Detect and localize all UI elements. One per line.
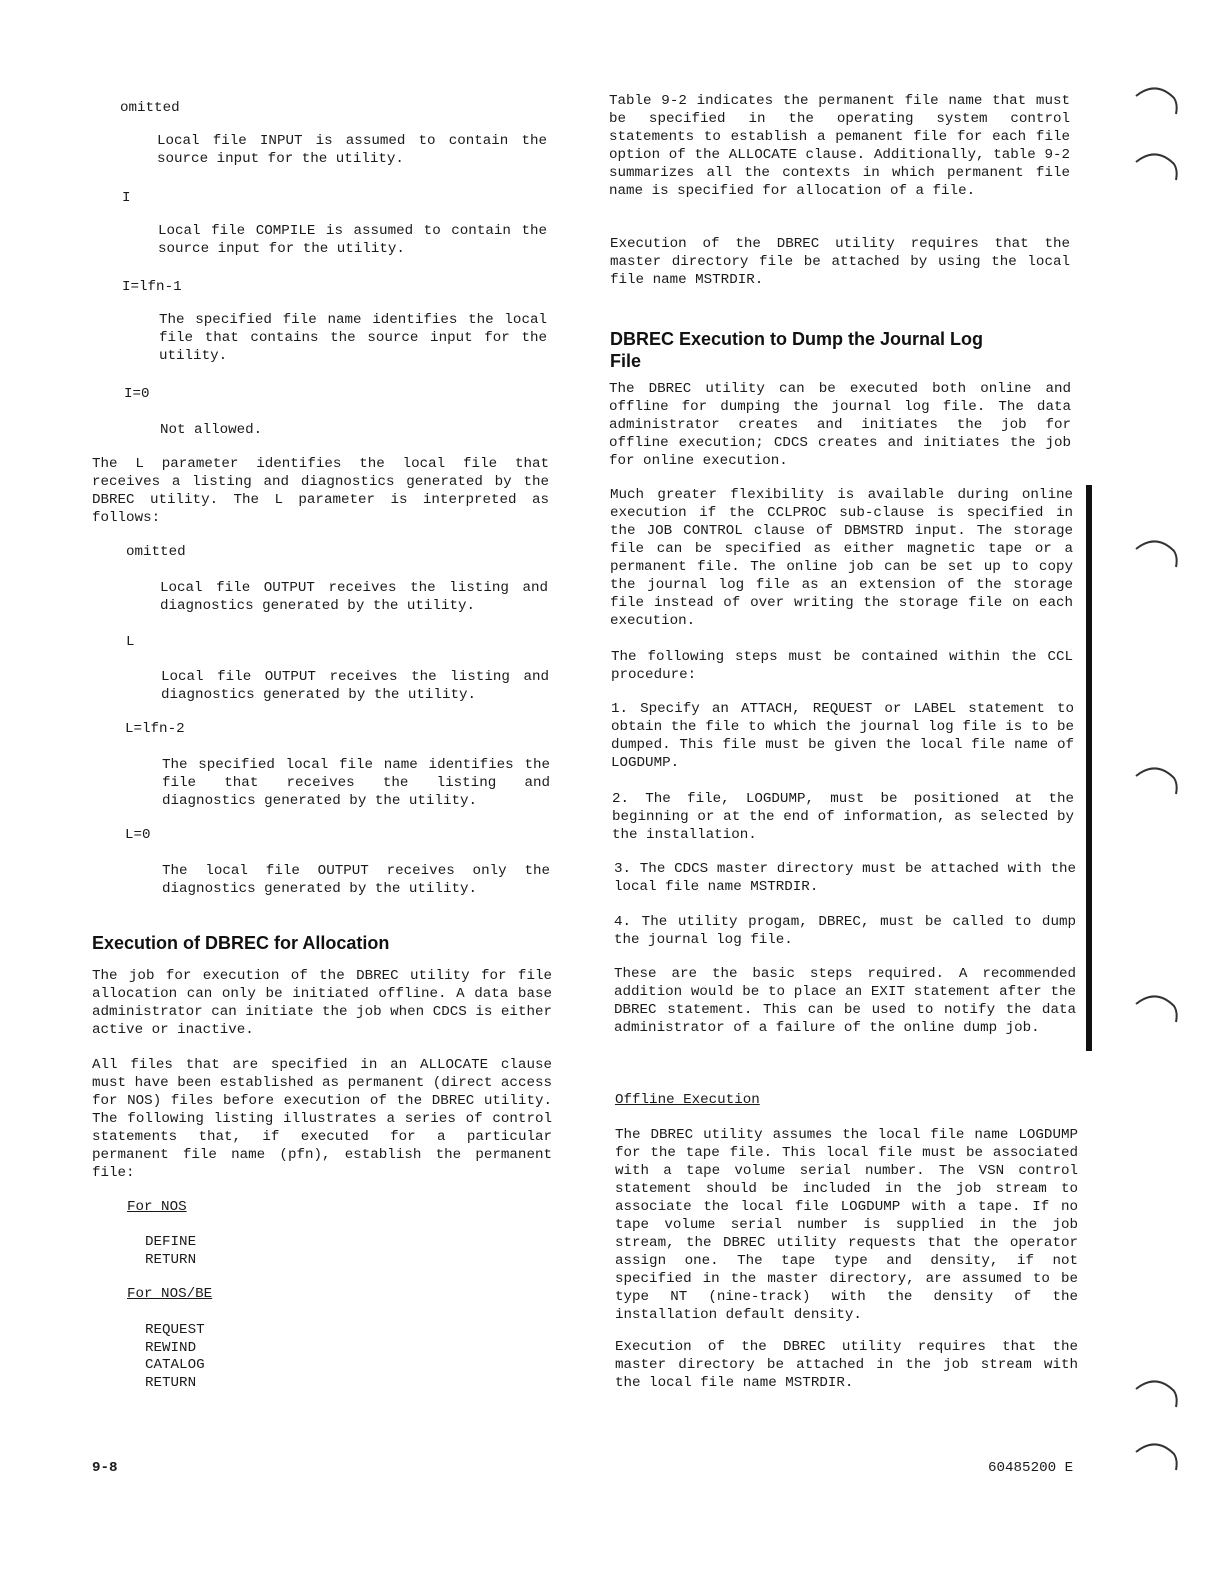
binder-hole-mark [1134,1375,1180,1411]
step-2: 2. The file, LOGDUMP, must be positioned at the beginning or at the end of information, as selected by the installation. [612,791,1074,843]
param-omitted-l-desc: Local file OUTPUT receives the listing and diagnostics generated by the utility. [160,580,548,614]
param-l: L [126,634,135,650]
allocation-paragraph-1: The job for execution of the DBREC utility for file allocation can only be initiated offline. A data base administrator can initiate the job when CDCS is either active or inactive. [92,968,552,1038]
param-omitted-i-desc: Local file INPUT is assumed to contain the source input for the utility. [157,133,547,167]
param-i: I [122,190,131,206]
nos-statement-return: RETURN [145,1252,197,1268]
param-i-lfn-desc: The specified file name identifies the local file that contains the source input for the utility. [159,312,547,364]
change-bar [1086,485,1092,1051]
final-paragraph: Execution of the DBREC utility requires that the master directory be attached in the job stream with the local file name MSTRDIR. [615,1339,1078,1391]
step-4: 4. The utility progam, DBREC, must be called to dump the journal log file. [614,914,1076,948]
param-i-lfn: I=lfn-1 [122,279,182,295]
param-i-zero: I=0 [124,386,150,402]
basic-steps-paragraph: These are the basic steps required. A recommended addition would be to place an EXIT statement after the DBREC statement. This can be used to notify the data administrator of a failure of the online dump job. [614,966,1076,1036]
param-l-lfn: L=lfn-2 [125,721,185,737]
page-number: 9-8 [92,1460,118,1476]
step-1: 1. Specify an ATTACH, REQUEST or LABEL statement to obtain the file to which the journal log file is to be dumped. This file must be given the local file name of LOGDUMP. [611,701,1074,771]
param-omitted-l: omitted [126,544,186,560]
binder-hole-mark [1134,148,1180,184]
param-l-zero-desc: The local file OUTPUT receives only the diagnostics generated by the utility. [162,863,550,897]
binder-hole-mark [1134,990,1180,1026]
for-nos-label: For NOS [127,1199,187,1215]
param-i-zero-desc: Not allowed. [160,422,263,438]
param-l-zero: L=0 [125,827,151,843]
allocation-paragraph-2: All files that are specified in an ALLOCATE clause must have been established as permanent (direct access for NOS) files before execution of the DBREC utility. The following listing illustrates a series of control statements that, if executed for a particular permanent file name (pfn), establish the permanent file: [92,1057,552,1181]
param-l-desc: Local file OUTPUT receives the listing and diagnostics generated by the utility. [161,669,549,703]
nosbe-statement-request: REQUEST [145,1322,205,1338]
table-9-2-paragraph: Table 9-2 indicates the permanent file name that must be specified in the operating system control statements to establish a pemanent file for each file option of the ALLOCATE clause. Additionally, table 9-2 summarizes all the contexts in which permanent file name is specified for allocation of a file. [609,93,1070,199]
nosbe-statement-catalog: CATALOG [145,1357,205,1373]
step-3: 3. The CDCS master directory must be attached with the local file name MSTRDIR. [614,861,1076,895]
ccl-steps-intro: The following steps must be contained within the CCL procedure: [611,649,1073,683]
nosbe-statement-rewind: REWIND [145,1340,197,1356]
binder-hole-mark [1134,1438,1180,1474]
for-nosbe-label: For NOS/BE [127,1286,213,1302]
nosbe-statement-return: RETURN [145,1375,197,1391]
param-omitted-i: omitted [120,100,180,116]
l-parameter-intro: The L parameter identifies the local file that receives a listing and diagnostics generated by the DBREC utility. The L parameter is interpreted as follows: [92,456,549,526]
nos-statement-define: DEFINE [145,1234,197,1250]
flexibility-paragraph: Much greater flexibility is available during online execution if the CCLPROC sub-clause is specified in the JOB CONTROL clause of DBMSTRD input. The storage file can be specified as either magnetic tape or a permanent file. The online job can be set up to copy the journal log file as an extension of the storage file instead of over writing the storage file on each execution. [610,487,1073,629]
binder-hole-mark [1134,762,1180,798]
binder-hole-mark [1134,535,1180,571]
dump-journal-heading: DBREC Execution to Dump the Journal Log File [610,329,984,371]
binder-hole-mark [1134,82,1180,118]
param-l-lfn-desc: The specified local file name identifies the file that receives the listing and diagnostics generated by the utility. [162,757,550,809]
allocation-heading: Execution of DBREC for Allocation [92,933,390,953]
document-number: 60485200 E [988,1460,1074,1476]
offline-execution-paragraph: The DBREC utility assumes the local file name LOGDUMP for the tape file. This local file must be associated with a tape volume serial number. The VSN control statement should be included in the job stream to associate the local file LOGDUMP with a tape. If no tape volume serial number is supplied in the job stream, the DBREC utility requests that the operator assign one. The tape type and density, if not specified in the master directory, are assumed to be type NT (nine-track) with the density of the installation default density. [615,1127,1078,1323]
online-offline-paragraph: The DBREC utility can be executed both online and offline for dumping the journal log file. The data administrator creates and initiates the job for offline execution; CDCS creates and initiates the job for online execution. [609,381,1071,469]
param-i-desc: Local file COMPILE is assumed to contain the source input for the utility. [158,223,547,257]
offline-execution-heading: Offline Execution [615,1092,760,1108]
master-directory-paragraph: Execution of the DBREC utility requires that the master directory file be attached by using the local file name MSTRDIR. [610,236,1070,288]
